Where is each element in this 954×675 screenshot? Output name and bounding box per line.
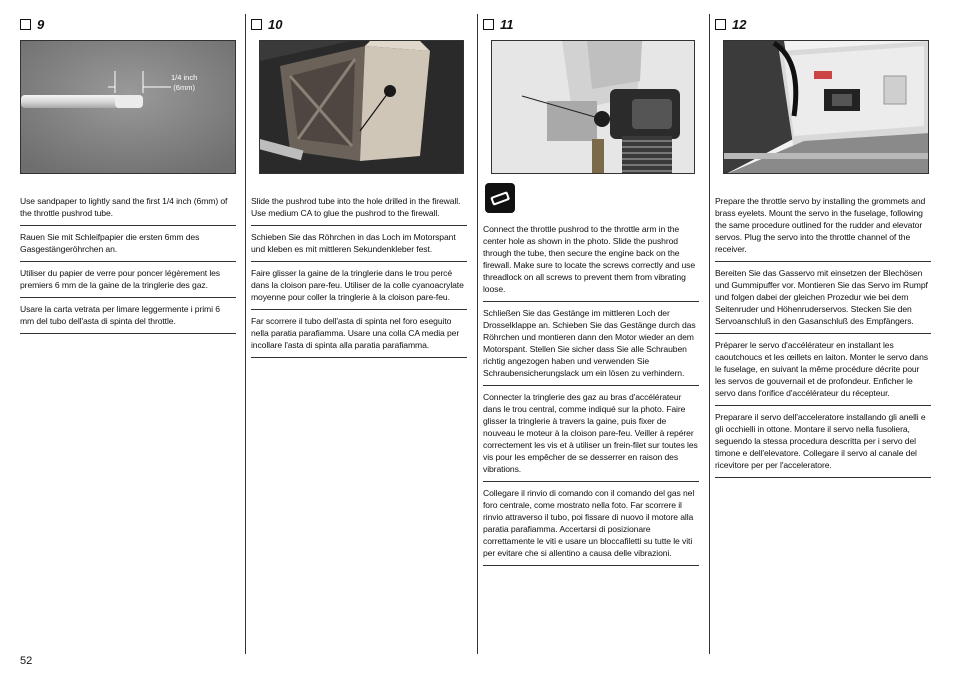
step-11-photo — [491, 40, 695, 174]
paragraph-it: Usare la carta vetrata per limare leggermente i primi 6 mm del tubo dell'asta di spinta del throttle. — [20, 298, 236, 334]
step-number: 11 — [500, 16, 514, 32]
step-number: 10 — [268, 16, 283, 32]
paragraph-it: Preparare il servo dell'acceleratore installando gli anelli e gli occhielli in ottone. Montare il servo nella fusoliera, seguendo la stessa procedura descritta per i servo del timone e dell'elevatore. Collegare il servo al canale del ricevitore per per l'acceleratore. — [715, 406, 931, 478]
step-heading — [251, 14, 467, 34]
engine-pushrod-image — [492, 41, 695, 174]
step-heading — [20, 14, 236, 34]
step-12-photo — [723, 40, 929, 174]
firewall-image — [260, 41, 464, 174]
step-10-text — [251, 190, 467, 358]
paragraph-fr: Préparer le servo d'accélérateur en installant les caoutchoucs et les œillets en laiton. Monter le servo dans le fuselage, en suivant la même procédure décrite pour les servos de gouvernail et de profondeur. Enficher le servo dans l'orifice d'accélérateur du récepteur. — [715, 334, 931, 406]
paragraph-fr: Connecter la tringlerie des gaz au bras d'accélérateur dans le trou central, comme indiqué sur la photo. Faire glisser la tringlerie à travers la gaine, puis fixer de nouveau le moteur à la cloison pare-feu. Veiller à repérer correctement les vis et à utiliser un frein-filet sur toutes les vis pour les empêcher de se desserrer en raison des vibrations. — [483, 386, 699, 482]
column-divider — [709, 14, 710, 654]
checkbox-icon[interactable] — [483, 19, 494, 30]
step-12-column — [715, 14, 931, 34]
step-number: 12 — [732, 16, 747, 32]
step-10-column — [251, 14, 467, 34]
step-11-column — [483, 14, 699, 34]
paragraph-en: Prepare the throttle servo by installing the grommets and brass eyelets. Mount the servo in the fuselage, following the same procedure outlined for the rudder and elevator servos. Plug the servo into the throttle channel of the receiver. — [715, 190, 931, 262]
checkbox-icon[interactable] — [20, 19, 31, 30]
step-heading — [483, 14, 699, 34]
step-number: 9 — [37, 16, 45, 32]
paragraph-en: Connect the throttle pushrod to the throttle arm in the center hole as shown in the photo. Slide the pushrod through the tube, then secure the engine back on the firewall. Make sure to locate the screws correctly and use threadlock on all screws to prevent them from vibrating loose. — [483, 218, 699, 302]
paragraph-it: Far scorrere il tubo dell'asta di spinta nel foro eseguito nella paratia parafiamma. Usare una colla CA media per incollare l'asta di spinta alla paratia parafiamma. — [251, 310, 467, 358]
paragraph-it: Collegare il rinvio di comando con il comando del gas nel foro centrale, come mostrato nella foto. Far scorrere il rinvio attraverso il tubo, poi fissare di nuovo il motore alla paratia parafiamma. Accertarsi di posizionare correttamente le viti e usare un bloccafiletti su tutte le viti per evitare che si allentino a causa delle vibrazioni. — [483, 482, 699, 566]
paragraph-de: Schieben Sie das Röhrchen in das Loch im Motorspant und kleben es mit mittleren Sekundenkleber fest. — [251, 226, 467, 262]
step-11-text — [483, 218, 699, 566]
measurement-label: 1/4 inch (6mm) — [171, 73, 198, 92]
servo-fuselage-image — [724, 41, 929, 174]
paragraph-de: Bereiten Sie das Gasservo mit einsetzen der Blechösen und Gummipuffer vor. Montieren Sie das Servo im Rumpf und folgen dabei der gleichen Prozedur wie bei dem Seitenruder und Höhenruderservos. Stecken Sie den Servoanschluß in den Gasanschluß des Empfängers. — [715, 262, 931, 334]
page-number: 52 — [20, 655, 33, 667]
column-divider — [477, 14, 478, 654]
paragraph-en: Slide the pushrod tube into the hole drilled in the firewall. Use medium CA to glue the pushrod to the firewall. — [251, 190, 467, 226]
paragraph-de: Schließen Sie das Gestänge im mittleren Loch der Drosselklappe an. Schieben Sie das Gestänge durch das Röhrchen und montieren dann den Motor wieder an dem Motorspant. Stellen Sie sicher dass Sie alle Schrauben richtig angezogen haben und verwenden Sie Schraubensicherungslack um ein lösen zu verhindern. — [483, 302, 699, 386]
paragraph-fr: Utiliser du papier de verre pour poncer légèrement les premiers 6 mm de la gaine de la tringlerie des gaz. — [20, 262, 236, 298]
step-12-text — [715, 190, 931, 478]
paragraph-de: Rauen Sie mit Schleifpapier die ersten 6mm des Gasgestängeröhrchen an. — [20, 226, 236, 262]
step-10-photo — [259, 40, 464, 174]
checkbox-icon[interactable] — [251, 19, 262, 30]
warning-hand-icon — [485, 183, 515, 213]
paragraph-fr: Faire glisser la gaine de la tringlerie dans le trou percé dans la cloison pare-feu. Utiliser de la colle cyanoacrylate moyenne pour coller la tringlerie à la cloison pare-feu. — [251, 262, 467, 310]
paragraph-en: Use sandpaper to lightly sand the first 1/4 inch (6mm) of the throttle pushrod tube. — [20, 190, 236, 226]
sanded-tube-image — [21, 41, 236, 174]
step-heading — [715, 14, 931, 34]
step-9-photo — [20, 40, 236, 174]
column-divider — [245, 14, 246, 654]
step-9-text — [20, 190, 236, 334]
checkbox-icon[interactable] — [715, 19, 726, 30]
step-9-column — [20, 14, 236, 34]
